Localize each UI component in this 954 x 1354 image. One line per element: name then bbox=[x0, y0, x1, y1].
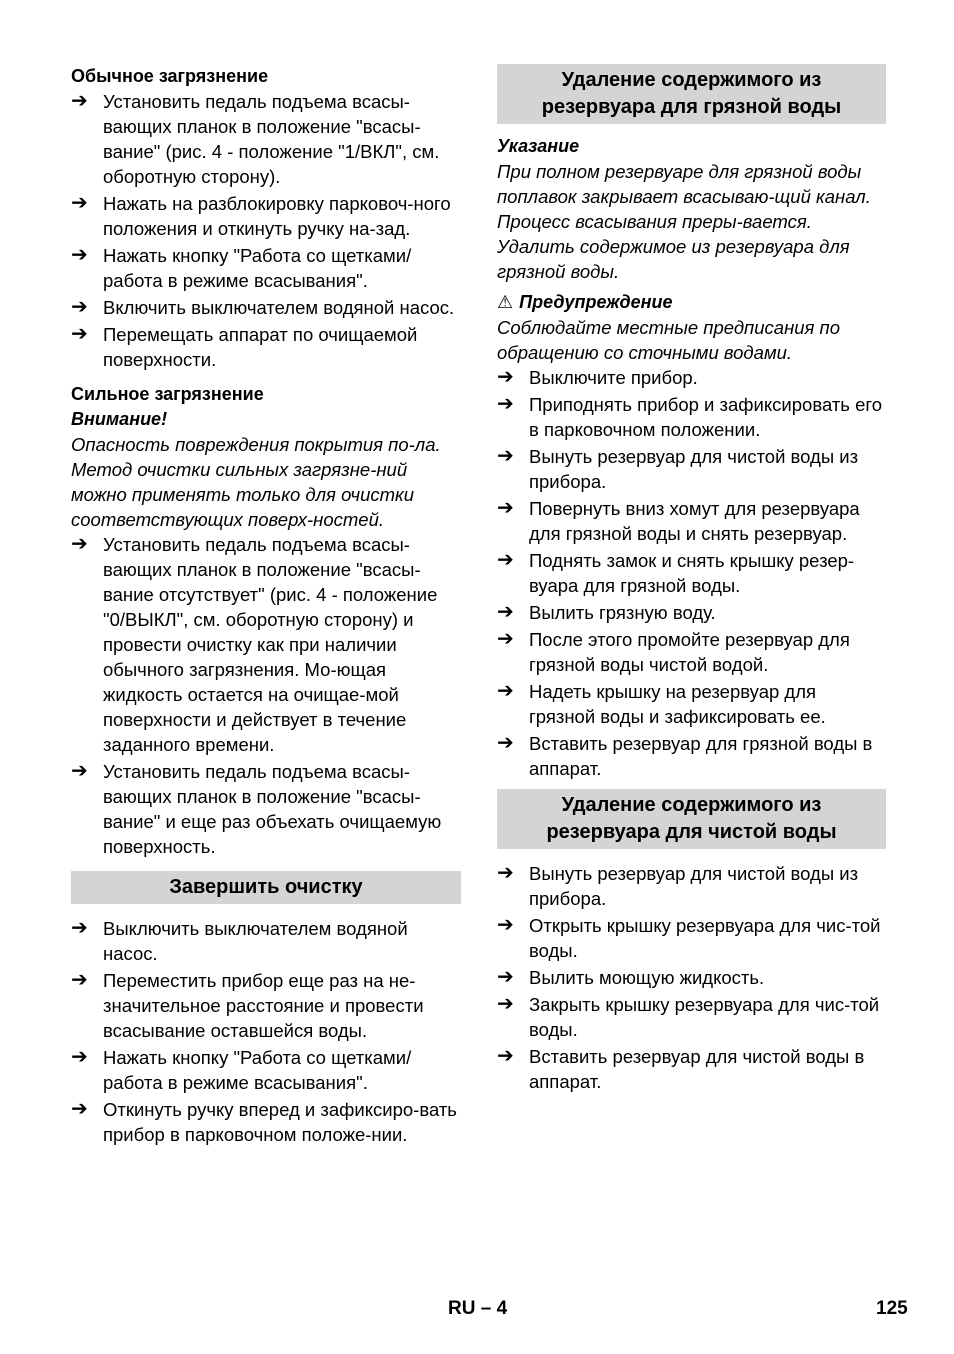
arrow-right-icon: ➔ bbox=[71, 90, 88, 112]
list-item bbox=[71, 295, 461, 320]
arrow-right-icon: ➔ bbox=[71, 1046, 88, 1068]
step-text: Вставить резервуар для грязной воды в аппарат. bbox=[529, 733, 873, 779]
list-item bbox=[497, 548, 886, 598]
arrow-right-icon: ➔ bbox=[497, 628, 514, 650]
step-text: Вынуть резервуар для чистой воды из прибора. bbox=[529, 446, 859, 492]
step-text: Выключите прибор. bbox=[529, 367, 698, 388]
normal-soiling-heading: Обычное загрязнение bbox=[71, 66, 269, 86]
list-item bbox=[497, 365, 886, 390]
list-item bbox=[497, 627, 886, 677]
arrow-right-icon: ➔ bbox=[497, 862, 514, 884]
list-item bbox=[497, 444, 886, 494]
note-label: Указание bbox=[497, 136, 580, 156]
footer-section-label: RU – 4 bbox=[448, 1298, 508, 1319]
list-item bbox=[71, 968, 461, 1043]
arrow-right-icon: ➔ bbox=[71, 760, 88, 782]
heavy-soiling-heading: Сильное загрязнение bbox=[71, 384, 264, 404]
list-item bbox=[71, 759, 461, 859]
step-text: Вставить резервуар для чистой воды в аппарат. bbox=[529, 1046, 865, 1092]
finish-steps-list bbox=[71, 916, 461, 1147]
list-item bbox=[497, 965, 886, 990]
arrow-right-icon: ➔ bbox=[497, 445, 514, 467]
step-text: Нажать на разблокировку парковоч-ного положения и откинуть ручку на-зад. bbox=[103, 193, 451, 239]
arrow-right-icon: ➔ bbox=[71, 917, 88, 939]
clean-steps-list bbox=[497, 861, 886, 1094]
step-text: Закрыть крышку резервуара для чис-той воды. bbox=[529, 994, 880, 1040]
list-item bbox=[497, 913, 886, 963]
attention-label: Внимание! bbox=[71, 409, 168, 429]
list-item bbox=[71, 191, 461, 241]
step-text: Выключить выключателем водяной насос. bbox=[103, 918, 408, 964]
list-item bbox=[71, 916, 461, 966]
warning-label: Предупреждение bbox=[519, 292, 673, 312]
arrow-right-icon: ➔ bbox=[497, 680, 514, 702]
right-column bbox=[497, 64, 886, 1096]
step-text: Поднять замок и снять крышку резер-вуара для грязной воды. bbox=[529, 550, 855, 596]
list-item bbox=[71, 243, 461, 293]
finish-cleaning-banner: Завершить очистку bbox=[71, 871, 461, 904]
list-item bbox=[497, 679, 886, 729]
warning-text: Соблюдайте местные предписания по обращению со сточными водами. bbox=[497, 317, 841, 363]
list-item bbox=[71, 1045, 461, 1095]
warning-triangle-icon: ⚠ bbox=[497, 292, 514, 312]
warning-heading bbox=[497, 290, 886, 315]
step-text: Переместить прибор еще раз на не-значительное расстояние и провести всасывание оставшейся воды. bbox=[103, 970, 424, 1041]
list-item bbox=[71, 89, 461, 189]
arrow-right-icon: ➔ bbox=[497, 393, 514, 415]
list-item bbox=[497, 392, 886, 442]
step-text: Нажать кнопку "Работа со щетками/ работа в режиме всасывания". bbox=[103, 245, 412, 291]
arrow-right-icon: ➔ bbox=[71, 533, 88, 555]
arrow-right-icon: ➔ bbox=[71, 244, 88, 266]
list-item bbox=[71, 1097, 461, 1147]
list-item bbox=[497, 731, 886, 781]
arrow-right-icon: ➔ bbox=[71, 1098, 88, 1120]
arrow-right-icon: ➔ bbox=[497, 732, 514, 754]
clean-tank-banner: Удаление содержимого из резервуара для чистой воды bbox=[497, 789, 886, 849]
list-item bbox=[497, 861, 886, 911]
arrow-right-icon: ➔ bbox=[497, 549, 514, 571]
step-text: Приподнять прибор и зафиксировать его в парковочном положении. bbox=[529, 394, 882, 440]
step-text: Откинуть ручку вперед и зафиксиро-вать прибор в парковочном положе-нии. bbox=[103, 1099, 457, 1145]
arrow-right-icon: ➔ bbox=[497, 993, 514, 1015]
arrow-right-icon: ➔ bbox=[71, 192, 88, 214]
step-text: Повернуть вниз хомут для резервуара для грязной воды и снять резервуар. bbox=[529, 498, 860, 544]
step-text: Вылить моющую жидкость. bbox=[529, 967, 765, 988]
arrow-right-icon: ➔ bbox=[497, 1045, 514, 1067]
step-text: Вынуть резервуар для чистой воды из прибора. bbox=[529, 863, 859, 909]
step-text: Перемещать аппарат по очищаемой поверхности. bbox=[103, 324, 418, 370]
list-item bbox=[497, 992, 886, 1042]
arrow-right-icon: ➔ bbox=[71, 969, 88, 991]
attention-text: Опасность повреждения покрытия по-ла. Метод очистки сильных загрязне-ний можно применять только для очистки соответствующих поверх-ностей. bbox=[71, 434, 441, 530]
step-text: Включить выключателем водяной насос. bbox=[103, 297, 455, 318]
step-text: Установить педаль подъема всасы-вающих планок в положение "всасы-вание" (рис. 4 - положение "1/ВКЛ", см. оборотную сторону). bbox=[103, 91, 440, 187]
dirty-steps-list bbox=[497, 365, 886, 781]
arrow-right-icon: ➔ bbox=[71, 296, 88, 318]
arrow-right-icon: ➔ bbox=[497, 366, 514, 388]
page-number: 125 bbox=[876, 1298, 908, 1319]
step-text: Вылить грязную воду. bbox=[529, 602, 716, 623]
arrow-right-icon: ➔ bbox=[497, 601, 514, 623]
arrow-right-icon: ➔ bbox=[497, 497, 514, 519]
heavy-steps-list bbox=[71, 532, 461, 859]
arrow-right-icon: ➔ bbox=[497, 914, 514, 936]
list-item bbox=[497, 1044, 886, 1094]
arrow-right-icon: ➔ bbox=[497, 966, 514, 988]
step-text: Установить педаль подъема всасы-вающих планок в положение "всасы-вание" и еще раз объехать очищаемую поверхность. bbox=[103, 761, 442, 857]
left-column bbox=[71, 64, 461, 1149]
list-item bbox=[497, 496, 886, 546]
step-text: Надеть крышку на резервуар для грязной воды и зафиксировать ее. bbox=[529, 681, 826, 727]
list-item bbox=[71, 532, 461, 757]
list-item bbox=[71, 322, 461, 372]
step-text: Нажать кнопку "Работа со щетками/ работа в режиме всасывания". bbox=[103, 1047, 412, 1093]
note-text: При полном резервуаре для грязной воды поплавок закрывает всасываю-щий канал. Процесс всасывания преры-вается. Удалить содержимое из резервуара для грязной воды. bbox=[497, 161, 871, 282]
list-item bbox=[497, 600, 886, 625]
arrow-right-icon: ➔ bbox=[71, 323, 88, 345]
step-text: После этого промойте резервуар для грязной воды чистой водой. bbox=[529, 629, 850, 675]
step-text: Установить педаль подъема всасы-вающих планок в положение "всасы-вание отсутствует" (рис. 4 - положение "0/ВЫКЛ", см. оборотную сторону) и провести очистку как при наличии обычного загрязнения. Мо-ющая жидкость остается на очищае-мой поверхности и действует в течение заданного времени. bbox=[103, 534, 438, 755]
dirty-tank-banner: Удаление содержимого из резервуара для грязной воды bbox=[497, 64, 886, 124]
normal-steps-list bbox=[71, 89, 461, 372]
step-text: Открыть крышку резервуара для чис-той воды. bbox=[529, 915, 881, 961]
